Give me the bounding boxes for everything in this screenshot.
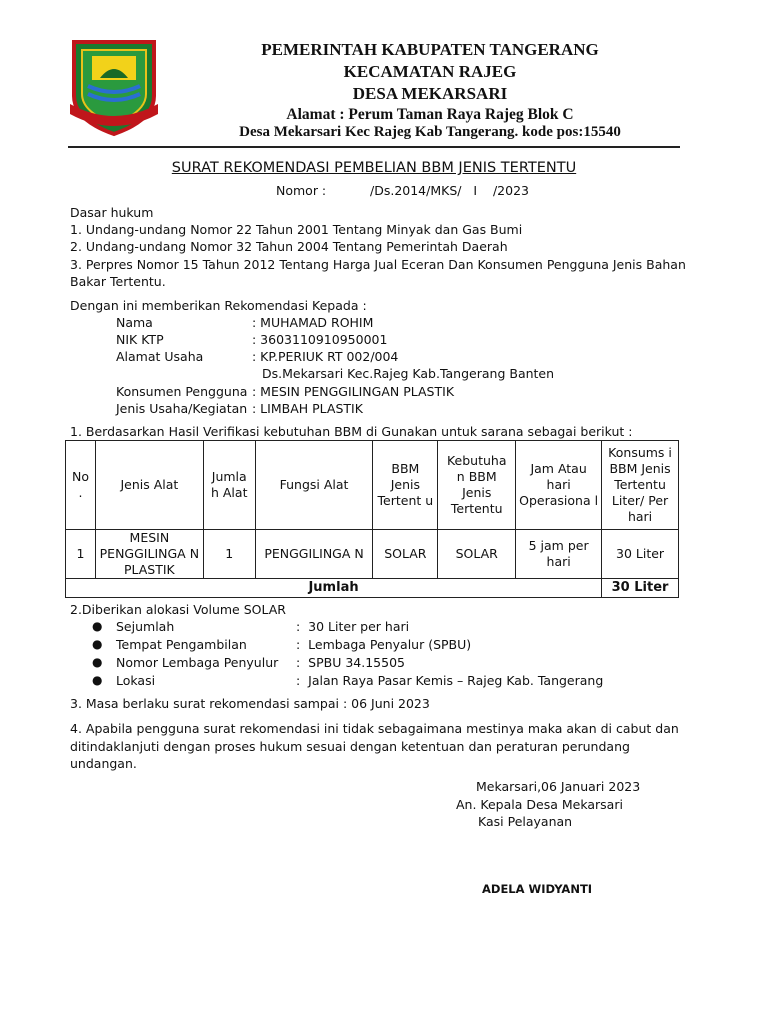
bullet-icon: ● [92,655,103,669]
bullet-icon: ● [92,673,103,687]
poin-2-title: 2.Diberikan alokasi Volume SOLAR [70,602,286,617]
bullet-icon: ● [92,637,103,651]
column-header: Fungsi Alat [255,441,373,530]
field-label-nama: Nama [116,315,153,330]
kop-alamat: Alamat : Perum Taman Raya Rajeg Blok C [286,106,574,123]
field-label-konsumen: Konsumen Pengguna [116,384,248,399]
column-header: No . [66,441,96,530]
column-header: BBM Jenis Tertent u [373,441,438,530]
alokasi-value: : Lembaga Penyalur (SPBU) [296,637,472,652]
field-label-jenis-usaha: Jenis Usaha/Kegiatan [116,401,248,416]
dasar-hukum-item: Bakar Tertentu. [70,274,166,289]
dasar-hukum-item: 3. Perpres Nomor 15 Tahun 2012 Tentang Harga Jual Eceran Dan Konsumen Pengguna Jenis Bahan [70,257,686,272]
jumlah-label: Jumlah [66,579,602,598]
column-header: Jam Atau hari Operasiona l [516,441,602,530]
nomor-label: Nomor : [276,183,327,198]
kop-divider [68,146,680,148]
dasar-hukum-item: 2. Undang-undang Nomor 32 Tahun 2004 Tentang Pemerintah Daerah [70,239,508,254]
table-cell: 30 Liter [602,530,679,579]
table-cell: 5 jam per hari [516,530,602,579]
table-cell: 1 [66,530,96,579]
column-header: Jumla h Alat [203,441,255,530]
column-header: Kebutuha n BBM Jenis Tertentu [438,441,516,530]
kop-line-pemerintah: PEMERINTAH KABUPATEN TANGERANG [261,40,599,59]
field-value-nik: : 3603110910950001 [252,332,388,347]
alokasi-label: Lokasi [116,673,156,688]
table-cell: MESIN PENGGILINGA N PLASTIK [95,530,203,579]
table-header-row [66,441,679,530]
tempat-tanggal: Mekarsari,06 Januari 2023 [476,779,641,794]
alokasi-value: : 30 Liter per hari [296,619,410,634]
table-total-row [66,579,679,598]
bullet-icon: ● [92,619,103,633]
table-cell: PENGGILINGA N [255,530,373,579]
field-value-alamat-usaha: : KP.PERIUK RT 002/004 [252,349,399,364]
poin-4-line: 4. Apabila pengguna surat rekomendasi ini tidak sebagaimana mestinya maka akan di cabut dan [70,721,679,736]
poin-3: 3. Masa berlaku surat rekomendasi sampai : 06 Juni 2023 [70,696,430,711]
alokasi-label: Sejumlah [116,619,175,634]
field-label-alamat-usaha: Alamat Usaha [116,349,204,364]
dasar-hukum-item: 1. Undang-undang Nomor 22 Tahun 2001 Tentang Minyak dan Gas Bumi [70,222,523,237]
table-cell: 1 [203,530,255,579]
alokasi-value: : Jalan Raya Pasar Kemis – Rajeg Kab. Tangerang [296,673,604,688]
penandatangan-nama: ADELA WIDYANTI [482,882,593,896]
alokasi-value: : SPBU 34.15505 [296,655,405,670]
tabel-kebutuhan-bbm [65,440,679,598]
alokasi-label: Tempat Pengambilan [116,637,247,652]
column-header: Jenis Alat [95,441,203,530]
kop-desa-kodepos: Desa Mekarsari Kec Rajeg Kab Tangerang. kode pos:15540 [239,124,621,140]
table-cell: SOLAR [438,530,516,579]
field-value-konsumen: : MESIN PENGGILINGAN PLASTIK [252,384,455,399]
jabatan-an-kepala-desa: An. Kepala Desa Mekarsari [456,797,623,812]
table-row [66,530,679,579]
jumlah-value: 30 Liter [602,579,679,598]
field-label-nik: NIK KTP [116,332,164,347]
nomor-value: /Ds.2014/MKS/ I /2023 [370,183,529,198]
poin-1: 1. Berdasarkan Hasil Verifikasi kebutuhan BBM di Gunakan untuk sarana sebagai berikut : [70,424,633,439]
surat-judul: SURAT REKOMENDASI PEMBELIAN BBM JENIS TERTENTU [171,160,577,176]
field-value-nama: : MUHAMAD ROHIM [252,315,374,330]
field-value-jenis-usaha: : LIMBAH PLASTIK [252,401,363,416]
poin-4-line: undangan. [70,756,137,771]
kop-line-desa: DESA MEKARSARI [352,84,508,103]
kabupaten-tangerang-logo [66,38,162,138]
column-header: Konsums i BBM Jenis Tertentu Liter/ Per hari [602,441,679,530]
table-cell: SOLAR [373,530,438,579]
alokasi-label: Nomor Lembaga Penyulur [116,655,279,670]
dasar-hukum-title: Dasar hukum [70,205,154,220]
jabatan-kasi-pelayanan: Kasi Pelayanan [478,814,573,829]
field-value-alamat-lanjutan: Ds.Mekarsari Kec.Rajeg Kab.Tangerang Banten [262,366,555,381]
poin-4-line: ditindaklanjuti dengan proses hukum sesuai dengan ketentuan dan peraturan perundang [70,739,630,754]
kop-line-kecamatan: KECAMATAN RAJEG [343,62,517,81]
penerima-intro: Dengan ini memberikan Rekomendasi Kepada : [70,298,367,313]
